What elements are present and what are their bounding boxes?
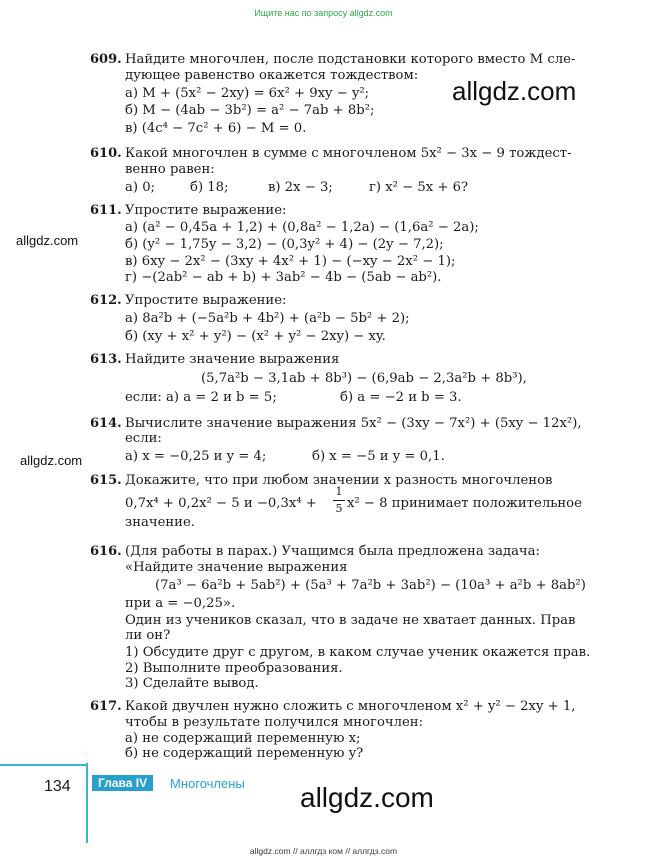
page-number: 134 (44, 778, 71, 795)
task-612-number: 612. (90, 293, 122, 308)
task-615-expr-right: x² − 8 принимает положительное (347, 496, 582, 511)
task-616-text-4: Один из учеников сказал, что в задаче не хватает данных. Прав (125, 613, 576, 628)
chapter-title: Многочлены (170, 776, 245, 791)
footer-rule-horizontal (0, 764, 88, 766)
task-611-option-d: г) −(2ab² − ab + b) + 3ab² − 4b − (5ab − ab²). (125, 270, 442, 285)
task-613-text: Найдите значение выражения (125, 352, 340, 367)
task-617-number: 617. (90, 699, 122, 714)
footer-links[interactable]: allgdz.com // аллгдз ком // аллгдз.com (249, 846, 398, 856)
task-615-frac-den: 5 (335, 502, 343, 515)
task-612-option-a: а) 8a²b + (−5a²b + 4b²) + (a²b − 5b² + 2); (125, 311, 410, 326)
task-611-text: Упростите выражение: (125, 203, 287, 218)
task-613-option-a: если: а) a = 2 и b = 5; (125, 390, 277, 405)
task-617-option-b: б) не содержащий переменную y? (125, 746, 364, 761)
task-609-text-2: дующее равенство окажется тождеством: (125, 68, 419, 83)
task-615-number: 615. (90, 473, 122, 488)
task-614-option-a: а) x = −0,25 и y = 4; (125, 449, 267, 464)
task-610-option-a: а) 0; (125, 180, 156, 195)
task-614-text-2: если: (125, 431, 162, 446)
task-617-text: Какой двучлен нужно сложить с многочленом x² + y² − 2xy + 1, (125, 699, 576, 714)
task-612-option-b: б) (xy + x² + y²) − (x² + y² − 2xy) − xy. (125, 329, 386, 344)
task-611-option-a: а) (a² − 0,45a + 1,2) + (0,8a² − 1,2a) − (1,6a² − 2a); (125, 220, 479, 235)
task-610-text: Какой многочлен в сумме с многочленом 5x² − 3x − 9 тождест- (125, 146, 572, 161)
task-617-text-2: чтобы в результате получился многочлен: (125, 715, 424, 730)
task-616-text: (Для работы в парах.) Учащимся была предложена задача: (125, 544, 540, 559)
task-613-expression: (5,7a²b − 3,1ab + 8b³) − (6,9ab − 2,3a²b + 8b³), (201, 371, 527, 386)
task-615-frac-num: 1 (335, 485, 343, 498)
watermark-side-2: allgdz.com (20, 453, 83, 468)
task-609-option-c: в) (4c⁴ − 7c² + 6) − M = 0. (125, 121, 307, 136)
task-616-text-5: ли он? (125, 628, 171, 643)
task-616-text-3: при a = −0,25». (125, 596, 236, 611)
task-616-step-3: 3) Сделайте вывод. (125, 676, 259, 691)
task-611-number: 611. (90, 203, 122, 218)
task-615-text-3: значение. (125, 515, 195, 530)
task-611-option-b: б) (y² − 1,75y − 3,2) − (0,3y² + 4) − (2y − 7,2); (125, 237, 444, 252)
task-612-text: Упростите выражение: (125, 293, 287, 308)
footer-rule-vertical (86, 763, 88, 843)
task-615-expr-left: 0,7x⁴ + 0,2x² − 5 и −0,3x⁴ + (125, 496, 317, 511)
header-link[interactable]: Ищите нас по запросу allgdz.com (254, 8, 393, 18)
task-615-frac-bar (333, 500, 345, 501)
task-614-number: 614. (90, 416, 122, 431)
task-610-number: 610. (90, 146, 122, 161)
task-609-text: Найдите многочлен, после подстановки которого вместо M сле- (125, 52, 576, 67)
task-609-option-b: б) M − (4ab − 3b²) = a² − 7ab + 8b²; (125, 103, 375, 118)
task-615-text: Докажите, что при любом значении x разность многочленов (125, 473, 553, 488)
task-613-option-b: б) a = −2 и b = 3. (340, 390, 462, 405)
task-616-expression: (7a³ − 6a²b + 5ab²) + (5a³ + 7a²b + 3ab²) − (10a³ + a²b + 8ab²) (155, 578, 586, 593)
task-610-option-b: б) 18; (190, 180, 229, 195)
task-609-number: 609. (90, 52, 122, 67)
task-616-number: 616. (90, 544, 122, 559)
task-610-option-c: в) 2x − 3; (268, 180, 333, 195)
watermark-big: allgdz.com (452, 76, 577, 106)
task-613-number: 613. (90, 352, 122, 367)
task-616-text-2: «Найдите значение выражения (125, 560, 348, 575)
task-617-option-a: а) не содержащий переменную x; (125, 731, 361, 746)
task-614-option-b: б) x = −5 и y = 0,1. (312, 449, 445, 464)
task-616-step-1: 1) Обсудите друг с другом, в каком случае ученик окажется прав. (125, 645, 591, 660)
task-609-option-a: а) M + (5x² − 2xy) = 6x² + 9xy − y²; (125, 86, 370, 101)
watermark-side-1: allgdz.com (16, 233, 79, 248)
task-614-text: Вычислите значение выражения 5x² − (3xy − 7x²) + (5xy − 12x²), (125, 416, 582, 431)
task-616-step-2: 2) Выполните преобразования. (125, 661, 343, 676)
task-610-option-d: г) x² − 5x + 6? (369, 180, 469, 195)
chapter-tag: Глава IV (92, 775, 153, 791)
watermark-footer: allgdz.com (300, 782, 434, 813)
task-611-option-c: в) 6xy − 2x² − (3xy + 4x² + 1) − (−xy − 2x² − 1); (125, 254, 456, 269)
task-610-text-2: венно равен: (125, 162, 215, 177)
